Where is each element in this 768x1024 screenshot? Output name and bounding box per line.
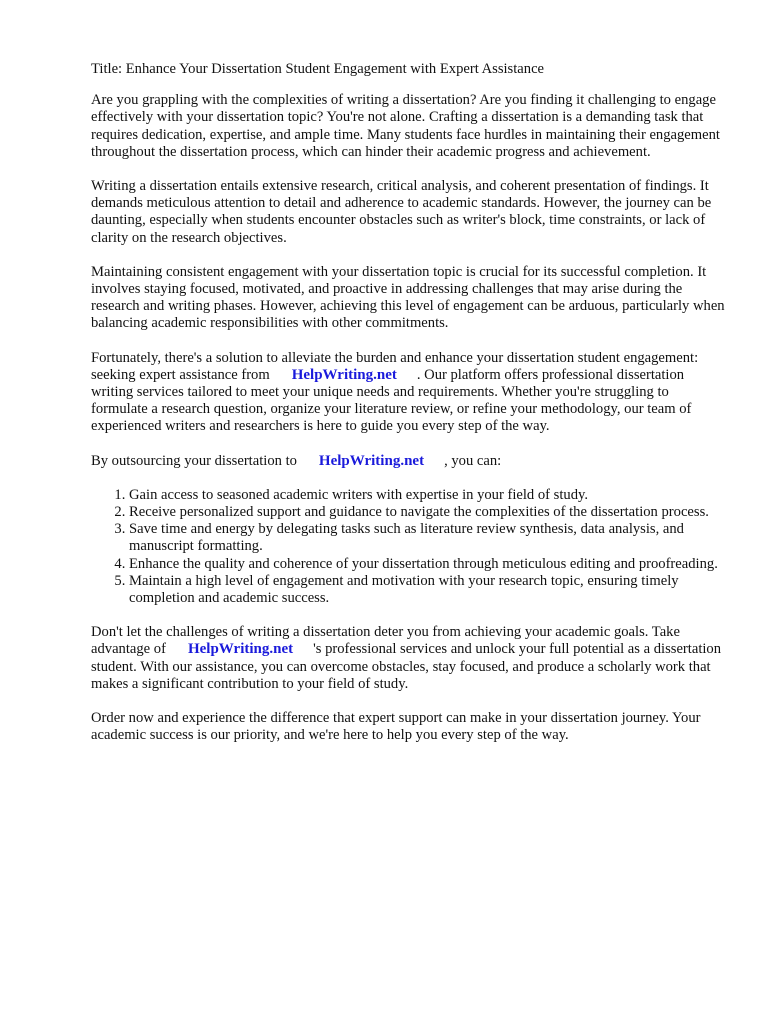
- outsourcing-text-before: By outsourcing your dissertation to: [91, 452, 297, 469]
- outsourcing-intro: [91, 453, 728, 470]
- helpwriting-link[interactable]: HelpWriting.net: [318, 452, 425, 469]
- benefits-list: [91, 487, 728, 607]
- intro-paragraph: Are you grappling with the complexities of writing a dissertation? Are you finding it challenging to engage effectively with your dissertation topic? You're not alone. Crafting a dissertation is a demanding task that requires dedication, expertise, and ample time. Many students face hurdles in maintaining their engagement throughout the dissertation process, which can hinder their academic progress and achievement.: [91, 92, 720, 160]
- solution-text-after: . Our platform offers professional dissertation writing services tailored to meet your unique needs and requirements. Whether you're struggling to formulate a research question, organize your literature review, or refine your methodology, our team of experienced writers and researchers is here to guide you every step of the way.: [91, 366, 692, 435]
- advantage-text-after: 's professional services and unlock your full potential as a dissertation student. With our assistance, you can overcome obstacles, stay focused, and produce a scholarly work that makes a significant contribution to your field of study.: [91, 641, 722, 692]
- writing-paragraph: Writing a dissertation entails extensive research, critical analysis, and coherent presentation of findings. It demands meticulous attention to detail and adherence to academic standards. However, the journey can be daunting, especially when students encounter obstacles such as writer's block, time constraints, or lack of clarity on the research objectives.: [91, 178, 712, 246]
- list-item: 4. Enhance the quality and coherence of your dissertation through meticulous editing and proofreading.: [129, 556, 728, 573]
- list-item: 1. Gain access to seasoned academic writers with expertise in your field of study.: [129, 487, 728, 504]
- closing-paragraph: Order now and experience the difference that expert support can make in your dissertation journey. Your academic success is our priority, and we're here to help you every step of the way.: [91, 710, 701, 744]
- advantage-text-before: Don't let the challenges of writing a dissertation deter you from achieving your academic goals. Take advantage of: [91, 624, 680, 658]
- list-item: 5. Maintain a high level of engagement and motivation with your research topic, ensuring timely completion and academic success.: [129, 573, 728, 607]
- list-item: 3. Save time and energy by delegating tasks such as literature review synthesis, data analysis, and manuscript formatting.: [129, 521, 728, 555]
- solution-text-before: Fortunately, there's a solution to alleviate the burden and enhance your dissertation student engagement: seeking expert assistance from: [91, 349, 699, 383]
- outsourcing-text-after: , you can:: [444, 452, 502, 469]
- advantage-paragraph: [91, 624, 728, 693]
- helpwriting-link[interactable]: HelpWriting.net: [291, 366, 397, 383]
- document-title: Title: Enhance Your Dissertation Student Engagement with Expert Assistance: [91, 61, 545, 77]
- list-item: 2. Receive personalized support and guidance to navigate the complexities of the dissertation process.: [129, 504, 728, 521]
- helpwriting-link[interactable]: HelpWriting.net: [187, 641, 294, 658]
- engagement-paragraph: Maintaining consistent engagement with your dissertation topic is crucial for its successful completion. It involves staying focused, motivated, and proactive in addressing challenges that may arise during the research and writing phases. However, achieving this level of engagement can be arduous, particularly when balancing academic responsibilities with other commitments.: [91, 263, 725, 332]
- solution-paragraph: [91, 350, 728, 436]
